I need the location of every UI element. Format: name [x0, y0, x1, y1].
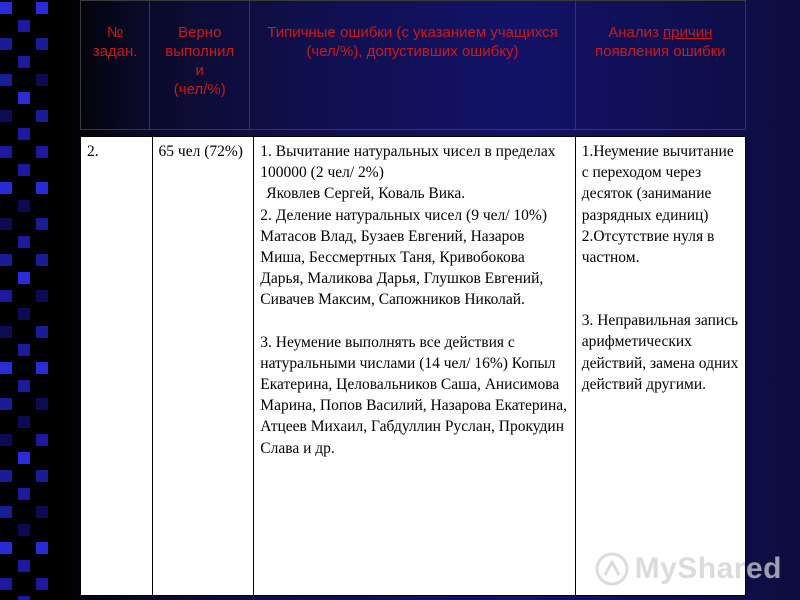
cell-correct [152, 137, 254, 596]
error-3: 3. Неумение выполнять все действия с натуральными числами (14 чел/ 16%) Копыл Екатерина, Целовальников Саша, Анисимова Марина, Попов Василий, Назарова Екатерина, Атцеев Михаил, Габдуллин Руслан, Прокудин Слава и др. [260, 333, 567, 457]
decorative-square [36, 74, 48, 86]
decorative-square [18, 164, 30, 176]
decorative-square [0, 218, 12, 230]
decorative-square [18, 488, 30, 500]
header-task-number [81, 1, 150, 130]
decorative-square [18, 596, 30, 600]
decorative-square [36, 146, 48, 158]
decorative-square [18, 452, 30, 464]
cell-task-number [81, 137, 153, 596]
decorative-square [18, 272, 30, 284]
header-cause-analysis [575, 1, 745, 130]
decorative-square [18, 524, 30, 536]
decorative-square [18, 560, 30, 572]
decorative-square [0, 2, 12, 14]
header-correct-line-1: Верно [178, 24, 222, 41]
cell-errors [254, 137, 575, 596]
decorative-square [36, 470, 48, 482]
decorative-square [18, 20, 30, 32]
decorative-square [36, 542, 48, 554]
error-1-names: Яковлев Сергей, Коваль Вика. [266, 185, 466, 203]
decorative-square [36, 506, 48, 518]
decorative-square [18, 308, 30, 320]
decorative-square [18, 128, 30, 140]
decorative-square [0, 542, 12, 554]
decorative-square [0, 362, 12, 374]
decorative-square [36, 362, 48, 374]
header-typical-errors [250, 1, 575, 130]
decorative-square [0, 74, 12, 86]
decorative-square [36, 398, 48, 410]
header-correct [150, 1, 250, 130]
decorative-square [0, 434, 12, 446]
header-correct-line-4: (чел/%) [173, 81, 226, 98]
decorative-square [18, 92, 30, 104]
decorative-square [36, 326, 48, 338]
decorative-square [36, 218, 48, 230]
decorative-squares [0, 0, 80, 600]
header-cause-prefix: Анализ [608, 24, 664, 41]
decorative-square [18, 236, 30, 248]
header-cause-suffix: появления ошибки [595, 43, 726, 60]
correct-count: 65 чел (72%) [158, 143, 243, 160]
decorative-square [36, 290, 48, 302]
decorative-square [18, 200, 30, 212]
decorative-square [0, 182, 12, 194]
decorative-square [18, 380, 30, 392]
cause-1: 1.Неумение вычитание с переходом через десяток (занимание разрядных единиц) [581, 143, 734, 224]
cell-causes [575, 137, 745, 596]
watermark-text: MyShared [634, 552, 782, 585]
decorative-square [36, 2, 48, 14]
decorative-square [0, 398, 12, 410]
error-1: 1. Вычитание натуральных чисел в пределах 100000 (2 чел/ 2%) [260, 143, 556, 182]
decorative-square [36, 578, 48, 590]
decorative-square [36, 434, 48, 446]
decorative-square [0, 254, 12, 266]
watermark [595, 552, 782, 586]
header-cause-underlined: причин [663, 24, 713, 41]
decorative-square [36, 254, 48, 266]
decorative-square [0, 326, 12, 338]
decorative-square [0, 578, 12, 590]
decorative-square [18, 416, 30, 428]
cause-3: 3. Неправильная запись арифметических действий, замена одних действий другими. [581, 312, 739, 393]
header-typical-errors-label: Типичные ошибки (с указанием учащихся (чел/%), допустивших ошибку) [267, 24, 558, 60]
decorative-square [0, 110, 12, 122]
task-number: 2. [87, 143, 99, 160]
decorative-square [0, 470, 12, 482]
decorative-square [36, 110, 48, 122]
cause-2: 2.Отсутствие нуля в частном. [581, 227, 715, 267]
decorative-square [18, 344, 30, 356]
decorative-square [36, 182, 48, 194]
spacer [260, 311, 568, 332]
spacer [582, 289, 739, 310]
header-correct-line-3: и [195, 62, 204, 79]
decorative-square [0, 38, 12, 50]
header-task-number-label: № задан. [92, 24, 138, 60]
decorative-square [0, 506, 12, 518]
table-row [81, 137, 746, 596]
decorative-square [18, 56, 30, 68]
header-correct-line-2: выполнил [165, 43, 235, 60]
table-body [80, 136, 746, 596]
table-header [80, 0, 746, 130]
spacer [582, 268, 739, 289]
error-2: 2. Деление натуральных чисел (9 чел/ 10%) Матасов Влад, Бузаев Евгений, Назаров Миша, Бессмертных Таня, Кривобокова Дарья, Маликова Дарья, Глушков Евгений, Сивачев Максим, Сапожников Николай. [260, 206, 547, 309]
decorative-square [36, 38, 48, 50]
decorative-square [0, 146, 12, 158]
decorative-square [0, 290, 12, 302]
myshared-logo-icon [595, 552, 629, 586]
